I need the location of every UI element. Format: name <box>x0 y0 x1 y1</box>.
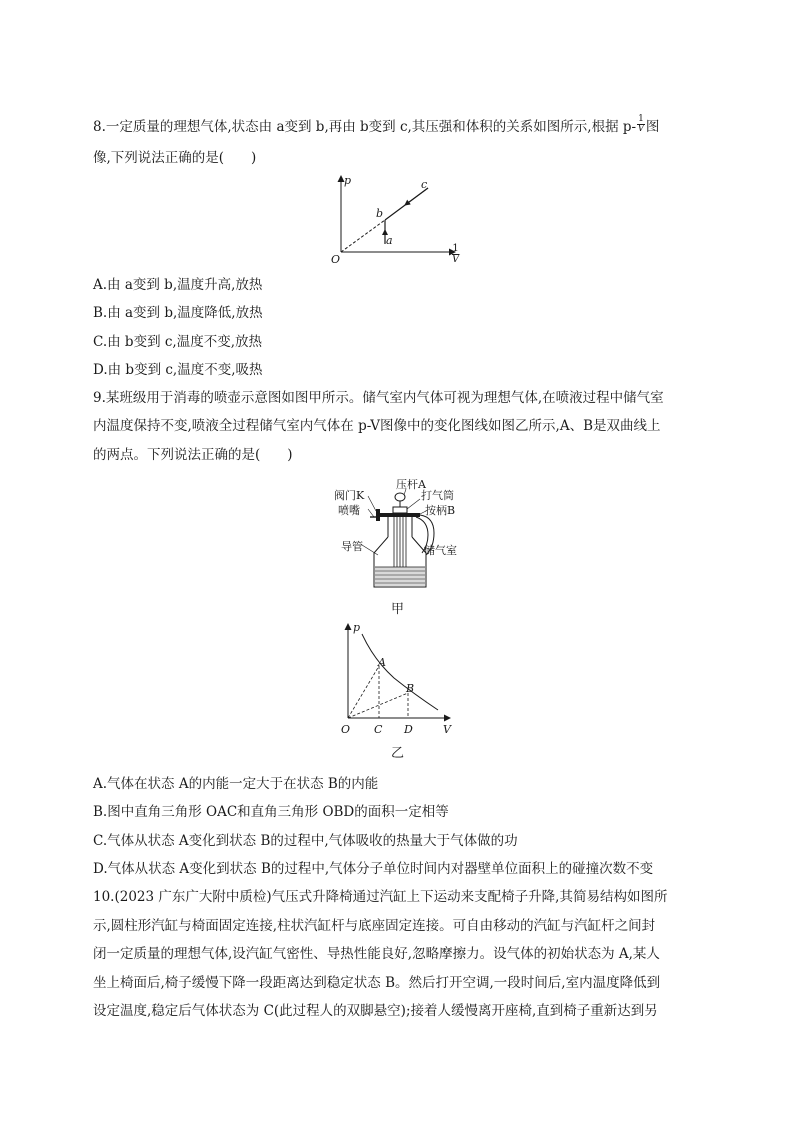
q8-frac-num: 1 <box>638 114 644 124</box>
q10-line5: 设定温度,稳定后气体状态为 C(此过程人的双脚悬空);接着人缓慢离开座椅,直到椅子重新达到另 <box>93 1003 658 1019</box>
q9-label-D: D <box>404 723 413 736</box>
label-handle: 按柄B <box>425 504 456 517</box>
label-pump: 打气筒 <box>421 489 454 502</box>
q8-option-d: D.由 b变到 c,温度不变,吸热 <box>93 362 263 378</box>
q9-label-A: A <box>378 656 386 669</box>
q8-stem-text: 8.一定质量的理想气体,状态由 a变到 b,再由 b变到 c,其压强和体积的关系如图所示,根据 p- <box>93 119 637 135</box>
top-bar <box>378 513 420 517</box>
q8-label-c: c <box>421 178 428 191</box>
label-press-rod: 压杆A <box>396 478 426 491</box>
q8-stem-line1 <box>93 114 660 137</box>
q9-label-O: O <box>341 723 351 736</box>
line-OB <box>348 693 408 718</box>
q9-option-b: B.图中直角三角形 OAC和直角三角形 OBD的面积一定相等 <box>93 804 449 820</box>
q8-x-den: V <box>452 254 460 265</box>
q9-label-B: B <box>406 682 415 695</box>
q9-stem-line2: 内温度保持不变,喷液全过程储气室内气体在 p-V图像中的变化图线如图乙所示,A、B是双曲线上 <box>93 418 661 434</box>
press-rod-knob <box>395 493 405 501</box>
q8-stem-tail: 图 <box>645 119 660 135</box>
q8-option-a: A.由 a变到 b,温度升高,放热 <box>93 277 263 293</box>
q9-stem-line1: 9.某班级用于消毒的喷壶示意图如图甲所示。储气室内气体可视为理想气体,在喷液过程中储气室 <box>93 390 664 406</box>
q8-x-axis-fraction <box>452 244 459 265</box>
q9-option-a: A.气体在状态 A的内能一定大于在状态 B的内能 <box>93 776 379 792</box>
figure-b-caption: 乙 <box>391 746 405 761</box>
q8-label-a: a <box>386 234 393 247</box>
label-valve: 阀门K <box>334 489 365 502</box>
q9-label-V: V <box>443 723 451 736</box>
q8-dashed-line <box>341 220 385 252</box>
q9-label-C: C <box>374 723 383 736</box>
q9-option-c: C.气体从状态 A变化到状态 B的过程中,气体吸收的热量大于气体做的功 <box>93 833 518 849</box>
q8-x-num: 1 <box>452 243 459 254</box>
q8-label-b: b <box>376 207 384 220</box>
q9-label-p: p <box>353 621 361 634</box>
q8-label-O: O <box>331 253 341 266</box>
q9-stem-line3: 的两点。下列说法正确的是( ) <box>93 447 293 463</box>
q8-frac-den: V <box>637 124 645 134</box>
q9-option-d: D.气体从状态 A变化到状态 B的过程中,气体分子单位时间内对器壁单位面积上的碰撞次数不变 <box>93 861 654 877</box>
q8-label-p: p <box>344 174 352 187</box>
q9-pv-graph <box>338 620 458 730</box>
line-OA <box>348 666 379 718</box>
q10-line2: 示,圆柱形汽缸与椅面固定连接,柱状汽缸杆与底座固定连接。可自由移动的汽缸与汽缸杆之间封 <box>93 918 656 934</box>
q8-stem-line2: 像,下列说法正确的是( ) <box>93 150 257 166</box>
pump-barrel <box>393 507 407 513</box>
hyperbola-curve <box>362 634 438 710</box>
q10-line1: 10.(2023 广东广大附中质检)气压式升降椅通过汽缸上下运动来支配椅子升降,其简易结构如图所 <box>93 889 668 905</box>
q8-fraction <box>637 115 645 134</box>
label-tube: 导管 <box>341 540 363 553</box>
q10-line4: 坐上椅面后,椅子缓慢下降一段距离达到稳定状态 B。然后打开空调,一段时间后,室内温度降低到 <box>93 975 661 991</box>
q10-line3: 闭一定质量的理想气体,设汽缸气密性、导热性能良好,忽略摩擦力。设气体的初始状态为 A,某人 <box>93 946 660 962</box>
q8-option-b: B.由 a变到 b,温度降低,放热 <box>93 305 263 321</box>
q8-option-c: C.由 b变到 c,温度不变,放热 <box>93 334 263 350</box>
label-nozzle: 喷嘴 <box>338 504 360 517</box>
figure-a-caption: 甲 <box>391 602 405 617</box>
label-chamber: 储气室 <box>424 544 457 557</box>
valve-block <box>376 509 380 521</box>
